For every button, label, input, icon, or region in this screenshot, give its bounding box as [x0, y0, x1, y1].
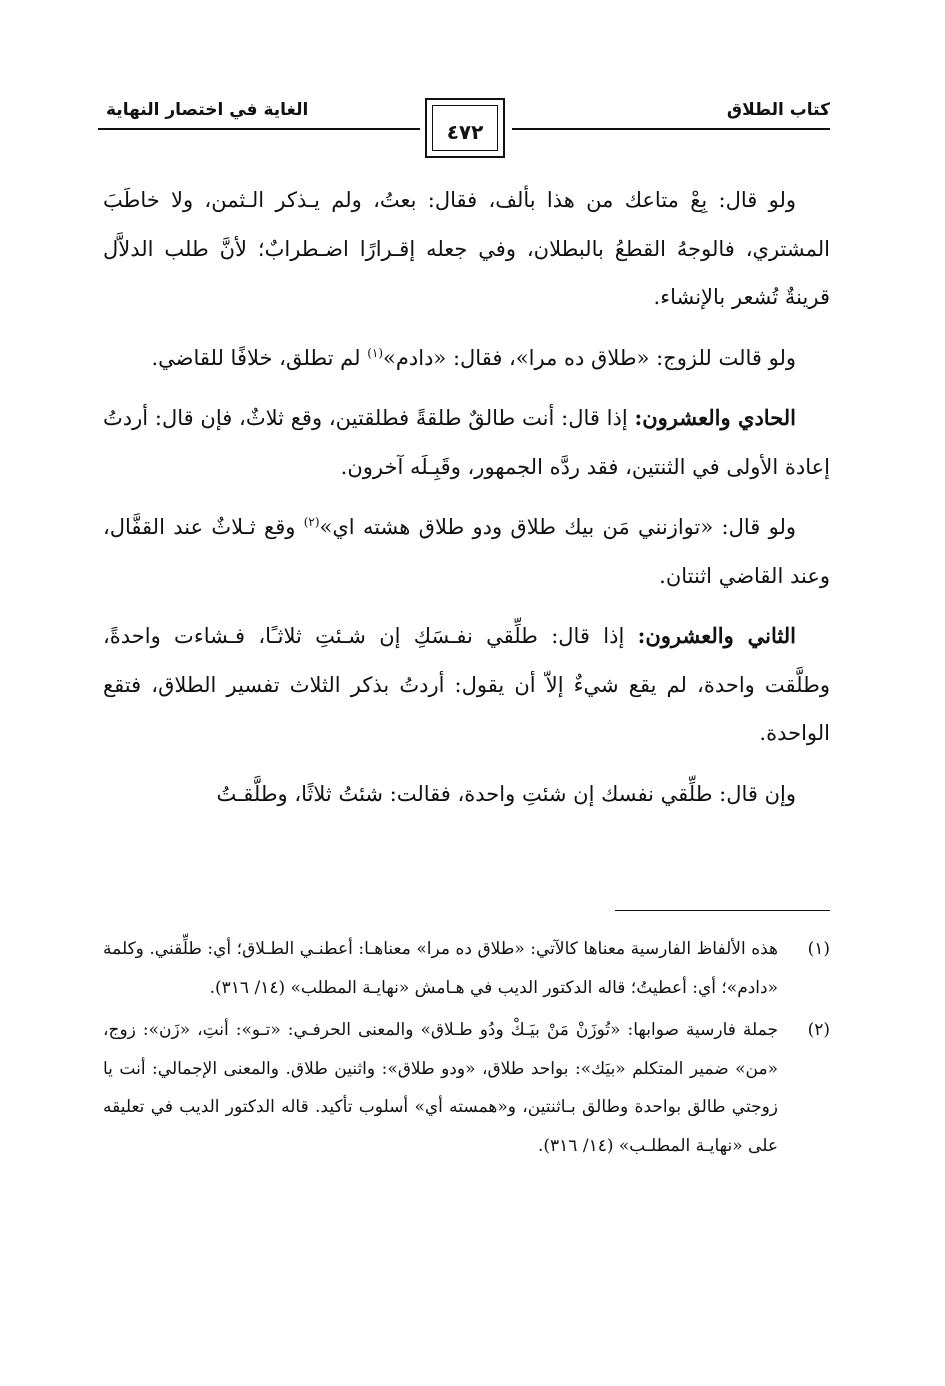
page-number-box — [425, 98, 505, 158]
footnote-ref: (٢) — [303, 515, 320, 529]
paragraph-text: لم تطلق، خلافًا للقاضي. — [151, 345, 368, 370]
header-rule-left — [98, 128, 420, 130]
page-header — [98, 98, 830, 160]
footnote-ref: (١) — [367, 345, 384, 360]
header-rule-right — [512, 128, 830, 130]
footnote-marker: (٢) — [807, 1020, 830, 1040]
paragraph-text: ولو قالت للزوج: «طلاق ده مرا»، فقال: «دادم» — [383, 345, 796, 370]
footnote-text: هذه الألفاظ الفارسية معناها كالآتي: «طلاق ده مرا» معناهـا: أعطنـي الطـلاق؛ أي: طلِّقني. وكلمة «دادم»؛ أي: أعطيتُ؛ قاله الدكتور الديب في هـامش «نهايـة المطلب» (١٤/ ٣١٦). — [103, 939, 778, 998]
chapter-title: كتاب الطلاق — [726, 100, 830, 120]
paragraph — [103, 770, 830, 819]
paragraph-text: إذا قال: طلِّقي نفـسَكِ إن شـئتِ ثلاثـًا، فـشاءت واحدةً، وطلَّقت واحدة، لم يقع شيءٌ إلاّ أن يقول: أردتُ بذكر الثلاث تفسير الطلاق، فتقع الواحدة. — [103, 624, 830, 745]
footnote — [103, 930, 830, 1007]
paragraph — [103, 334, 830, 383]
paragraph — [103, 176, 830, 322]
paragraph — [103, 612, 830, 758]
paragraph-text: إذا قال: أنت طالقٌ طلقةً فطلقتين، وقع ثلاثٌ، فإن قال: أردتُ إعادة الأولى في الثنتين، فقد ردَّه الجمهور، وقَبِـلَه آخرون. — [103, 406, 830, 479]
footnote-separator — [615, 910, 830, 911]
footnote-marker: (١) — [807, 939, 830, 959]
footnote — [103, 1011, 830, 1165]
paragraph-text: ولو قال: بِعْ متاعك من هذا بألف، فقال: بعتُ، ولم يـذكر الـثمن، ولا خاطَبَ المشتري، فالوجهُ القطعُ بالبطلان، وفي جعله إقـرارًا اضـطرابٌ؛ لأنَّ طلب الدلاَّل قرينةٌ تُشعر بالإنشاء. — [103, 188, 830, 309]
footnotes — [103, 930, 830, 1169]
book-title: الغاية في اختصار النهاية — [106, 100, 309, 120]
page-number: ٤٧٢ — [446, 120, 484, 144]
paragraph-text: وقع ثـلاثٌ عند القفَّال، وعند القاضي اثنتان. — [103, 515, 830, 588]
section-heading: الثاني والعشرون: — [637, 623, 796, 648]
section-heading: الحادي والعشرون: — [634, 405, 796, 430]
paragraph-text: ولو قال: «توازنني مَن بيك طلاق ودو طلاق هشته اي» — [319, 515, 796, 539]
footnote-text: جملة فارسية صوابها: «تُوزَنْ مَنْ بيَـكْ ودُو طـلاق» والمعنى الحرفـي: «تـو»: أنتِ، «زَن»: زوج، «من» ضمير المتكلم «بيَك»: بواحد طلاق، «ودو طلاق»: واثنين طلاق. والمعنى الإجمالي: أنت يا زوجتي طالق بواحدة وطالق بـاثنتين، و«همسته أي» أسلوب تأكيد. قاله الدكتور الديب في تعليقه على «نهايـة المطلـب» (١٤/ ٣١٦). — [103, 1020, 778, 1156]
main-text — [103, 176, 830, 830]
paragraph-text: وإن قال: طلِّقي نفسك إن شئتِ واحدة، فقالت: شئتُ ثلاثًا، وطلَّقـتُ — [216, 781, 796, 806]
paragraph — [103, 503, 830, 600]
paragraph — [103, 394, 830, 491]
